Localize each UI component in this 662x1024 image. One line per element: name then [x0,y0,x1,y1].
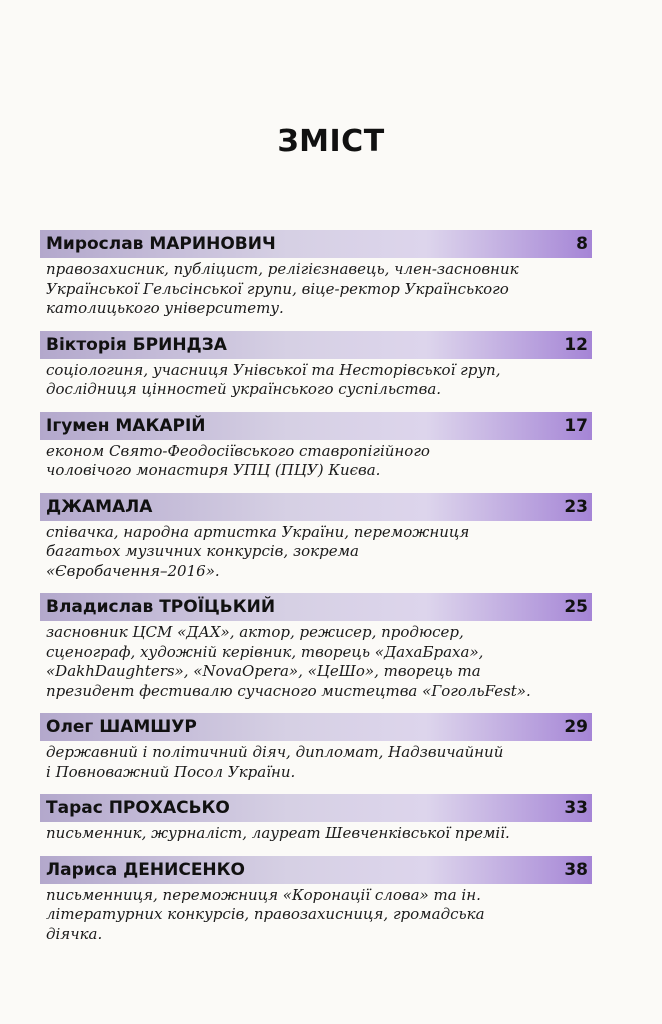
author-description: засновник ЦСМ «ДАХ», актор, режисер, продюсер, сценограф, художній керівник, творець «ДахаБраха», «DakhDaughters», «NovaOpera», «ЦеШо», творець та президент фестивалю сучасного мистецтва «ГогольFest». [46,623,531,700]
author-name: Олег ШАМШУР [46,717,197,737]
author-name: ДЖАМАЛА [46,496,153,517]
toc-entry [40,593,592,701]
author-description: письменниця, переможниця «Коронації слова» та ін. літературних конкурсів, правозахисниця, громадська діячка. [46,885,485,943]
toc-entry-bar[interactable] [40,593,592,621]
table-of-contents [40,230,592,956]
toc-entry [40,412,592,481]
author-description: правозахисник, публіцист, релігієзнавець, член-засновник Української Гельсінської групи, віце-ректор Українського католицького університету. [46,260,519,317]
author-name: Мирослав МАРИНОВИЧ [46,234,276,254]
page-number: 38 [564,859,588,880]
toc-entry [40,794,592,844]
toc-entry-bar[interactable] [40,412,592,440]
author-description: співачка, народна артистка України, переможниця багатьох музичних конкурсів, зокрема «Євробачення–2016». [46,522,470,580]
page-number: 8 [576,234,588,254]
author-name: Тарас ПРОХАСЬКО [46,798,230,818]
author-name: Владислав ТРОЇЦЬКИЙ [46,597,276,617]
author-description: соціологиня, учасниця Унівської та Несторівської груп, дослідниця цінностей українського суспільства. [46,360,501,398]
toc-entry-bar[interactable] [40,331,592,359]
toc-entry-bar[interactable] [40,230,592,258]
toc-entry-bar[interactable] [40,794,592,822]
toc-entry [40,713,592,782]
page-number: 17 [564,415,588,436]
author-description: економ Свято-Феодосіївського ставропігійного чоловічого монастиря УПЦ (ПЦУ) Києва. [46,441,430,479]
toc-entry [40,331,592,400]
page-title: ЗМІСТ [277,124,385,159]
toc-entry [40,230,592,319]
author-name: Лариса ДЕНИСЕНКО [46,859,246,880]
author-description: державний і політичний діяч, дипломат, Надзвичайний і Повноважний Посол України. [46,743,504,781]
toc-entry-bar[interactable] [40,493,592,521]
author-name: Вікторія БРИНДЗА [46,334,227,355]
page-number: 23 [564,496,588,517]
author-description: письменник, журналіст, лауреат Шевченківської премії. [46,824,510,842]
page-number: 29 [564,717,588,737]
page-number: 33 [564,798,588,818]
toc-entry [40,493,592,582]
toc-entry [40,856,592,945]
page-number: 12 [564,334,588,355]
author-name: Ігумен МАКАРІЙ [46,415,206,436]
page-number: 25 [564,597,588,617]
toc-entry-bar[interactable] [40,856,592,884]
toc-entry-bar[interactable] [40,713,592,741]
